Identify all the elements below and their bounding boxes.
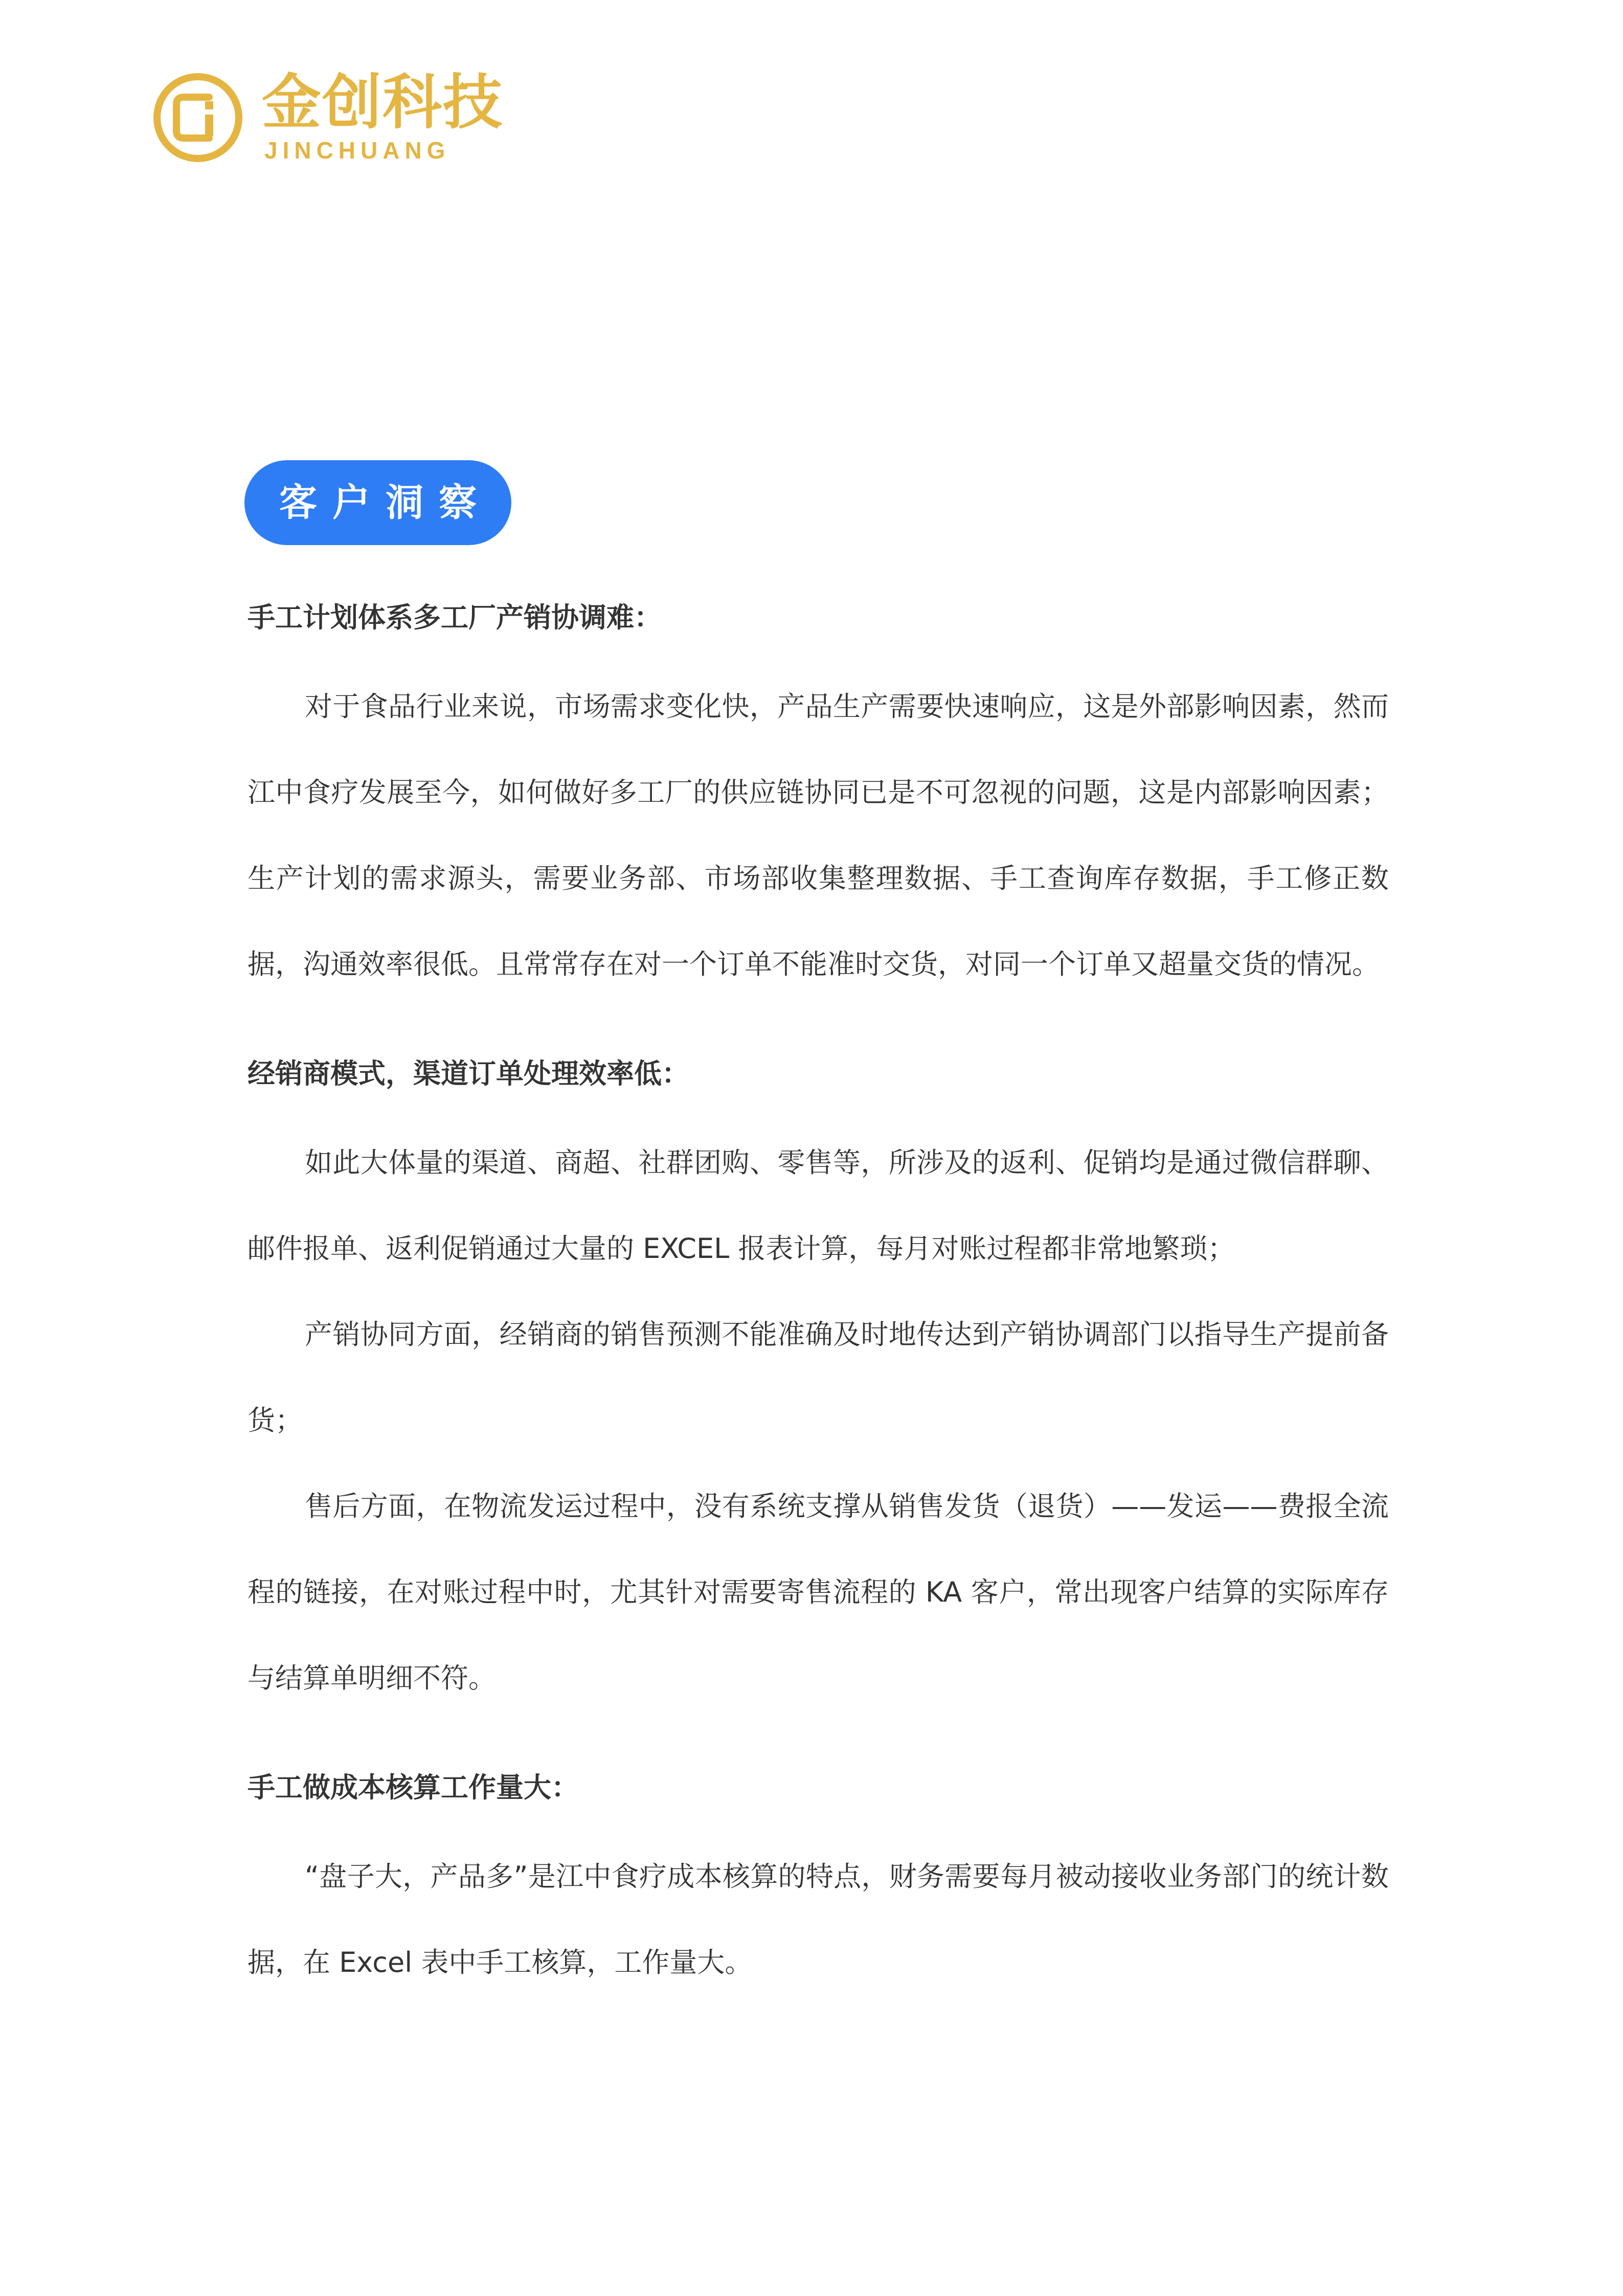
company-logo xyxy=(152,68,503,169)
paragraph: 如此大体量的渠道、商超、社群团购、零售等，所涉及的返利、促销均是通过微信群聊、邮件报单、返利促销通过大量的 EXCEL 报表计算，每月对账过程都非常地繁琐； xyxy=(247,1146,1389,1265)
paragraph: “盘子大，产品多”是江中食疗成本核算的特点，财务需要每月被动接收业务部门的统计数据，在 Excel 表中手工核算，工作量大。 xyxy=(247,1860,1389,1978)
paragraph: 售后方面，在物流发运过程中，没有系统支撑从销售发货（退货）——发运——费报全流程的链接，在对账过程中时，尤其针对需要寄售流程的 KA 客户，常出现客户结算的实际库存与结算单明细不符。 xyxy=(247,1490,1389,1694)
section-badge: 客户洞察 xyxy=(244,460,511,545)
logo-subtitle: JINCHUANG xyxy=(264,137,450,164)
section-heading: 手工做成本核算工作量大： xyxy=(247,1771,579,1804)
section-heading: 经销商模式，渠道订单处理效率低： xyxy=(247,1057,689,1090)
paragraph: 对于食品行业来说，市场需求变化快，产品生产需要快速响应，这是外部影响因素，然而江中食疗发展至今，如何做好多工厂的供应链协同已是不可忽视的问题，这是内部影响因素；生产计划的需求源头，需要业务部、市场部收集整理数据、手工查询库存数据，手工修正数据，沟通效率很低。且常常存在对一个订单不能准时交货，对同一个订单又超量交货的情况。 xyxy=(247,690,1389,980)
section-dealer-orders xyxy=(247,1048,1389,1721)
logo-title: 金创科技 xyxy=(262,68,503,137)
section-cost-accounting xyxy=(247,1762,1389,2006)
jinchuang-logo-icon xyxy=(152,72,244,164)
paragraph: 产销协同方面，经销商的销售预测不能准确及时地传达到产销协调部门以指导生产提前备货； xyxy=(247,1318,1389,1436)
section-heading: 手工计划体系多工厂产销协调难： xyxy=(247,601,662,634)
section-production-planning xyxy=(247,592,1389,1007)
document-body xyxy=(247,592,1389,2006)
